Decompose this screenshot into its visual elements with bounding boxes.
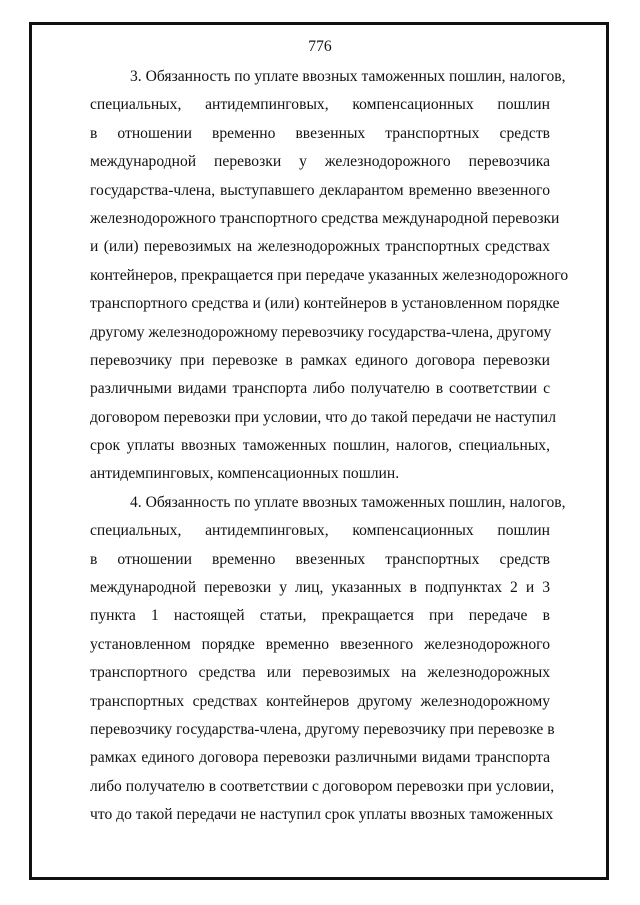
text-line: и (или) перевозимых на железнодорожных транспортных средствах (90, 238, 550, 256)
text-line: международной перевозки у лиц, указанных в подпунктах 2 и 3 (90, 579, 550, 597)
text-line: антидемпинговых, компенсационных пошлин. (90, 465, 400, 483)
text-line: железнодорожного транспортного средства международной перевозки (90, 209, 560, 227)
text-line: специальных, антидемпинговых, компенсационных пошлин (90, 96, 550, 114)
text-line: 4. Обязанность по уплате ввозных таможенных пошлин, налогов, (130, 493, 566, 511)
page-content (90, 33, 569, 830)
text-line: что до такой передачи не наступил срок уплаты ввозных таможенных (90, 806, 554, 824)
text-line: различными видами транспорта либо получателю в соответствии с (90, 380, 550, 398)
paragraph-3 (90, 63, 569, 489)
text-line: транспортного средства или перевозимых на железнодорожных (90, 664, 550, 682)
text-line: другому железнодорожному перевозчику государства-члена, другому (90, 323, 552, 341)
page-frame (29, 22, 609, 880)
text-line: установленном порядке временно ввезенного железнодорожного (90, 635, 550, 653)
text-line: 3. Обязанность по уплате ввозных таможенных пошлин, налогов, (130, 68, 566, 85)
text-line: в отношении временно ввезенных транспортных средств (90, 550, 550, 568)
text-line: перевозчику при перевозке в рамках единого договора перевозки (90, 351, 550, 369)
text-line: транспортного средства и (или) контейнеров в установленном порядке (90, 295, 560, 313)
paragraph-4 (90, 489, 566, 830)
document-body (90, 63, 569, 830)
text-line: договором перевозки при условии, что до такой передачи не наступил (90, 408, 557, 426)
page-number: 776 (308, 38, 332, 55)
text-line: в отношении временно ввезенных транспортных средств (90, 124, 550, 142)
text-line: либо получателю в соответствии с договором перевозки при условии, (90, 777, 555, 795)
text-line: международной перевозки у железнодорожного перевозчика (90, 153, 550, 171)
text-line: срок уплаты ввозных таможенных пошлин, налогов, специальных, (90, 437, 550, 455)
text-line: перевозчику государства-члена, другому перевозчику при перевозке в (90, 720, 555, 738)
text-line: рамках единого договора перевозки различными видами транспорта (90, 749, 550, 767)
text-line: контейнеров, прекращается при передаче указанных железнодорожного (90, 266, 569, 284)
text-line: специальных, антидемпинговых, компенсационных пошлин (90, 522, 550, 540)
text-line: пункта 1 настоящей статьи, прекращается при передаче в (90, 607, 550, 625)
text-line: транспортных средствах контейнеров другому железнодорожному (90, 692, 550, 710)
text-line: государства-члена, выступавшего декларантом временно ввезенного (90, 181, 550, 199)
